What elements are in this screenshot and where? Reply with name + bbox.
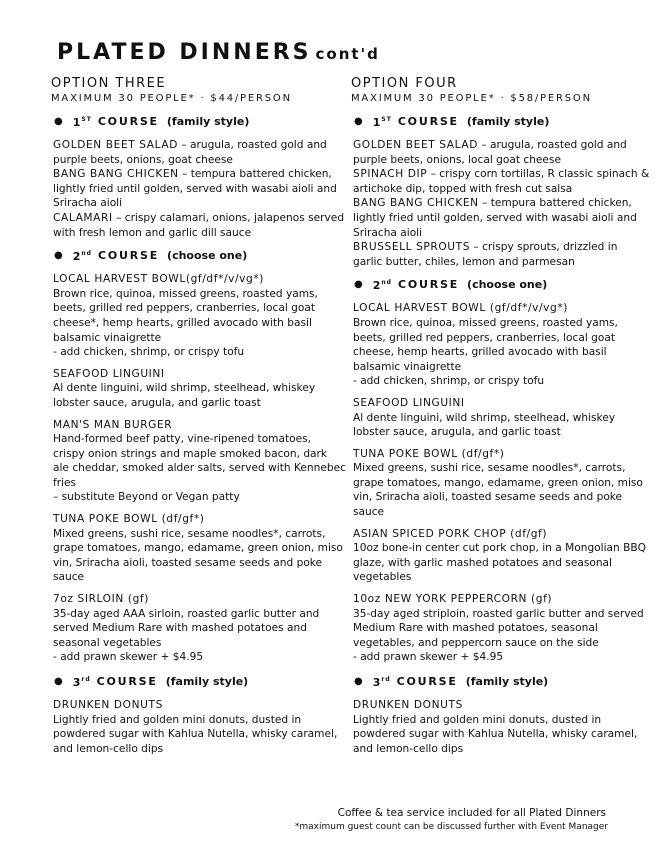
menu-item-description: 35-day aged striploin, roasted garlic butter and served Medium Rare with mashed potatoes, seasonal vegetables, and peppercorn sauce on the side (353, 607, 644, 649)
course-name: COURSE (97, 248, 160, 262)
course-number-digit: 1 (372, 116, 382, 129)
course-heading (350, 112, 650, 130)
menu-item-name: BANG BANG CHICKEN (53, 168, 179, 181)
bullet-icon: ● (54, 115, 63, 127)
course-note: (family style) (466, 114, 550, 128)
menu-item-name: 7oz SIRLOIN (gf) (53, 593, 149, 606)
course-heading (50, 112, 346, 130)
menu-item-name: SEAFOOD LINGUINI (53, 367, 165, 380)
menu-item-description: – arugula, roasted gold and purple beets, onions, goat cheese (53, 139, 327, 166)
menu-item-name: MAN'S MAN BURGER (53, 418, 173, 431)
menu-item (53, 167, 346, 211)
course-number (373, 275, 392, 293)
course-heading (50, 672, 346, 690)
menu-item (353, 167, 650, 196)
menu-items (50, 272, 346, 665)
course-number-ordinal: ST (81, 116, 92, 123)
menu-item-name: GOLDEN BEET SALAD (353, 139, 479, 151)
bullet-icon: ● (354, 278, 363, 290)
menu-item-description: Lightly fried and golden mini donuts, dusted in powdered sugar with Kahlua Nutella, whisky caramel, and lemon-cello dips (353, 713, 638, 755)
menu-item-description: Al dente linguini, wild shrimp, steelhead, whiskey lobster sauce, arugula, and garlic toast (353, 411, 616, 439)
menu-item-name: CALAMARI (53, 211, 113, 224)
menu-item (53, 272, 346, 360)
course-name: COURSE (397, 277, 460, 291)
menu-item (353, 240, 650, 269)
option-subtitle: MAXIMUM 30 PEOPLE* · $44/PERSON (51, 93, 292, 104)
menu-item-addon: – substitute Beyond or Vegan patty (53, 491, 240, 504)
course-heading (350, 275, 650, 293)
course-list (350, 112, 650, 756)
menu-item-addon: - add prawn skewer + $4.95 (53, 651, 204, 664)
menu-item-description: – tempura battered chicken, lightly fried until golden, served with wasabi aioli and Sriracha aioli (53, 168, 337, 210)
menu-item (353, 196, 650, 240)
menu-item-description: Hand-formed beef patty, vine-ripened tomatoes, crispy onion strings and maple smoked bacon, dark ale cheddar, smoked alder salts, served with Kennebec fries (53, 433, 346, 489)
footer-disclaimer: *maximum guest count can be discussed further with Event Manager (294, 822, 608, 832)
course-number (373, 672, 391, 690)
menu-item-name: TUNA POKE BOWL (df/gf*) (353, 447, 505, 460)
bullet-icon: ● (354, 675, 363, 687)
menu-item-description: – crispy sprouts, drizzled in garlic butter, chiles, lemon and parmesan (353, 241, 618, 268)
option-title: OPTION FOUR (351, 76, 458, 91)
course-number-ordinal: nd (381, 279, 392, 287)
option-four-column (350, 76, 650, 763)
menu-item (53, 512, 346, 585)
menu-item-addon: - add chicken, shrimp, or crispy tofu (353, 375, 545, 388)
menu-item-name: LOCAL HARVEST BOWL(gf/df*/v/vg*) (53, 273, 265, 286)
menu-item (353, 301, 650, 389)
menu-item-description: Mixed greens, sushi rice, sesame noodles*, carrots, grape tomatoes, mango, edamame, green onion, miso vin, Sriracha aioli, toasted sesame seeds and poke sauce (53, 527, 343, 584)
menu-item-description: 10oz bone-in center cut pork chop, in a Mongolian BBQ glaze, with garlic mashed potatoes and seasonal vegetables (353, 542, 646, 584)
bullet-icon: ● (354, 115, 363, 127)
course-heading (50, 246, 346, 264)
menu-item-description: – tempura battered chicken, lightly fried until golden, served with wasabi aioli and Sriracha aioli (353, 197, 637, 239)
course-name: COURSE (97, 114, 159, 128)
course-name: COURSE (397, 114, 459, 128)
menu-item (353, 396, 650, 440)
menu-item-description: Mixed greens, sushi rice, sesame noodles*, carrots, grape tomatoes, mango, edamame, green onion, miso vin, Sriracha aioli, toasted sesame seeds and poke sauce (353, 462, 643, 519)
menu-items (350, 698, 650, 756)
course-list (50, 112, 346, 756)
menu-item-description: Al dente linguini, wild shrimp, steelhead, whiskey lobster sauce, arugula, and garlic toast (53, 382, 316, 409)
menu-item (353, 592, 650, 665)
menu-item (353, 138, 650, 167)
menu-item-description: – crispy corn tortillas, R classic spinach & artichoke dip, topped with fresh cut salsa (353, 168, 650, 195)
page-title (57, 40, 380, 65)
bullet-icon: ● (54, 675, 63, 687)
menu-item-description: Lightly fried and golden mini donuts, dusted in powdered sugar with Kahlua Nutella, whisky caramel, and lemon-cello dips (53, 713, 338, 755)
menu-item-name: TUNA POKE BOWL (df/gf*) (53, 513, 205, 526)
course-number-digit: 3 (372, 676, 382, 689)
menu-items (350, 138, 650, 269)
course-number (73, 112, 92, 130)
course-number (73, 246, 92, 264)
menu-items (350, 301, 650, 665)
course-number-digit: 2 (372, 279, 382, 293)
menu-item-name: BANG BANG CHICKEN (353, 197, 479, 210)
course-number-digit: 3 (72, 676, 82, 689)
menu-item-name: GOLDEN BEET SALAD (53, 139, 179, 151)
course-note: (family style) (465, 674, 549, 688)
menu-item-description: – arugula, roasted gold and purple beets, onions, local goat cheese (353, 139, 627, 166)
course-name: COURSE (396, 674, 458, 688)
course-note: (family style) (166, 114, 250, 128)
menu-item-description: 35-day aged AAA sirloin, roasted garlic butter and served Medium Rare with mashed potatoes and seasonal vegetables (53, 607, 320, 649)
course-note: (family style) (165, 674, 249, 688)
course-number-digit: 2 (72, 250, 82, 264)
menu-item (53, 698, 346, 756)
menu-item (53, 418, 346, 506)
option-three-column (50, 76, 346, 763)
footer-note: Coffee & tea service included for all Plated Dinners (337, 807, 606, 819)
menu-item-name: DRUNKEN DONUTS (53, 699, 163, 711)
course-number (73, 672, 91, 690)
menu-items (50, 138, 346, 240)
menu-item-addon: - add chicken, shrimp, or crispy tofu (53, 346, 245, 359)
menu-item-name: 10oz NEW YORK PEPPERCORN (gf) (353, 593, 553, 606)
course-note: (choose one) (467, 277, 548, 291)
course-number-ordinal: nd (81, 250, 92, 258)
course-heading (350, 672, 650, 690)
course-number (373, 112, 392, 130)
menu-item (353, 447, 650, 520)
menu-item-name: LOCAL HARVEST BOWL (gf/df*/v/vg*) (353, 302, 568, 315)
menu-item-description: – crispy calamari, onions, jalapenos served with fresh lemon and garlic dill sauce (53, 211, 345, 239)
course-number-digit: 1 (72, 116, 82, 129)
menu-item (53, 211, 346, 240)
option-subtitle: MAXIMUM 30 PEOPLE* · $58/PERSON (351, 93, 592, 104)
menu-item (353, 527, 650, 585)
course-number-ordinal: rd (381, 676, 391, 683)
menu-item-addon: - add prawn skewer + $4.95 (353, 651, 504, 664)
bullet-icon: ● (54, 249, 63, 261)
menu-item-name: DRUNKEN DONUTS (353, 699, 463, 711)
menu-item (353, 698, 650, 756)
menu-item (53, 138, 346, 167)
page-title-suffix: cont'd (315, 45, 380, 63)
menu-item (53, 592, 346, 665)
page-title-main: PLATED DINNERS (57, 40, 312, 65)
course-number-ordinal: ST (381, 116, 392, 123)
menu-item (53, 367, 346, 411)
menu-item-name: SEAFOOD LINGUINI (353, 396, 465, 409)
menu-item-description: Brown rice, quinoa, missed greens, roasted yams, beets, grilled red peppers, cranberries, local goat cheese, hemp hearts, grilled avocado with basil balsamic vinaigrette (353, 316, 618, 373)
option-title: OPTION THREE (51, 76, 167, 91)
course-name: COURSE (96, 674, 158, 688)
menu-item-name: ASIAN SPICED PORK CHOP (df/gf) (353, 527, 548, 540)
menu-item-name: SPINACH DIP (353, 168, 428, 181)
menu-item-name: BRUSSELL SPROUTS (353, 241, 471, 254)
menu-item-description: Brown rice, quinoa, missed greens, roasted yams, beets, grilled red peppers, cranberries, local goat cheese*, hemp hearts, grilled avocado with basil balsamic vinaigrette (53, 287, 318, 344)
menu-items (50, 698, 346, 756)
course-number-ordinal: rd (81, 676, 91, 683)
course-note: (choose one) (167, 248, 248, 262)
